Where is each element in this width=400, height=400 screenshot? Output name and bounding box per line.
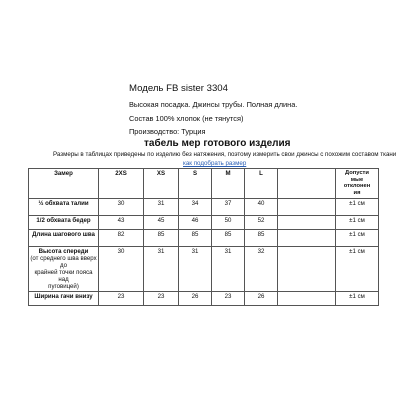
table-row (29, 229, 379, 246)
cell-value: 85 (144, 229, 179, 246)
model-title: Модель FB sister 3304 (129, 83, 228, 94)
cell-tolerance: ±1 см (336, 215, 379, 229)
header-empty (278, 169, 336, 199)
row-label-line: (от среднего шва вверх до (30, 254, 97, 269)
cell-value: 85 (212, 229, 245, 246)
size-guide-link[interactable]: как подобрать размер (183, 160, 247, 167)
header-tolerance: Допусти мые отклонен ия (336, 169, 379, 199)
cell-value: 31 (144, 198, 179, 215)
cell-value: 46 (179, 215, 212, 229)
row-label: ½ обхвата талии (29, 198, 99, 215)
cell-value: 31 (144, 246, 179, 291)
table-row (29, 215, 379, 229)
fabric-composition: Состав 100% хлопок (не тянутся) (129, 114, 244, 123)
row-label-line: Высота спереди (38, 247, 89, 255)
cell-value: 26 (245, 291, 278, 305)
row-label-line: пуговицей) (48, 282, 79, 290)
header-size-2xs: 2XS (99, 169, 144, 199)
cell-empty (278, 246, 336, 291)
measurement-note: Размеры в таблицах приведены по изделию без натяжения, поэтому измерить свои джинсы с похожим составом ткани (53, 151, 397, 158)
cell-value: 31 (179, 246, 212, 291)
cell-value: 43 (99, 215, 144, 229)
cell-value: 30 (99, 246, 144, 291)
cell-tolerance: ±1 см (336, 246, 379, 291)
cell-value: 26 (179, 291, 212, 305)
cell-value: 23 (212, 291, 245, 305)
cell-value: 52 (245, 215, 278, 229)
header-measure: Замер (29, 169, 99, 199)
cell-value: 45 (144, 215, 179, 229)
cell-tolerance: ±1 см (336, 291, 379, 305)
cell-value: 23 (99, 291, 144, 305)
cell-value: 85 (179, 229, 212, 246)
header-size-s: S (179, 169, 212, 199)
cell-tolerance: ±1 см (336, 198, 379, 215)
cell-value: 82 (99, 229, 144, 246)
header-size-m: M (212, 169, 245, 199)
cell-empty (278, 291, 336, 305)
cell-empty (278, 229, 336, 246)
size-table (28, 168, 379, 306)
product-description: Высокая посадка. Джинсы трубы. Полная длина. (129, 100, 298, 109)
cell-value: 23 (144, 291, 179, 305)
row-label (29, 246, 99, 291)
cell-value: 37 (212, 198, 245, 215)
cell-empty (278, 198, 336, 215)
header-size-l: L (245, 169, 278, 199)
cell-value: 32 (245, 246, 278, 291)
cell-value: 30 (99, 198, 144, 215)
table-row (29, 198, 379, 215)
table-row (29, 246, 379, 291)
cell-value: 50 (212, 215, 245, 229)
table-header-row (29, 169, 379, 199)
row-label: 1/2 обхвата бедер (29, 215, 99, 229)
row-label-line: крайней точки пояса над (34, 268, 93, 283)
header-size-xs: XS (144, 169, 179, 199)
cell-empty (278, 215, 336, 229)
cell-value: 40 (245, 198, 278, 215)
cell-value: 31 (212, 246, 245, 291)
row-label: Ширина гачи внизу (29, 291, 99, 305)
cell-value: 34 (179, 198, 212, 215)
production-country: Производство: Турция (129, 127, 206, 136)
row-label: Длина шагового шва (29, 229, 99, 246)
cell-tolerance: ±1 см (336, 229, 379, 246)
cell-value: 85 (245, 229, 278, 246)
table-row (29, 291, 379, 305)
size-chart-title: табель мер готового изделия (144, 138, 291, 149)
